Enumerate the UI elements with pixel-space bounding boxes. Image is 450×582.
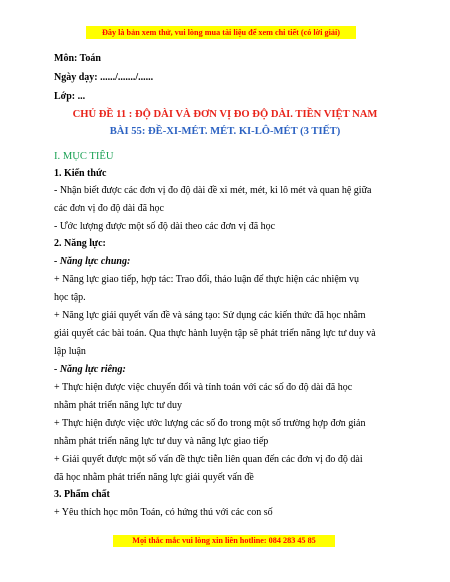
qualities-heading: 3. Phẩm chất — [54, 489, 110, 500]
date-label: Ngày dạy: ....../......./...... — [54, 72, 154, 83]
competence-heading: 2. Năng lực: — [54, 238, 106, 249]
competence-item: nhằm phát triển năng lực tư duy và năng lực giao tiếp — [54, 436, 269, 447]
preview-banner: Đây là bản xem thử, vui lòng mua tài liệu để xem chi tiết (có lời giải) — [86, 26, 356, 39]
topic-title: CHỦ ĐỀ 11 : ĐỘ DÀI VÀ ĐƠN VỊ ĐO ĐỘ DÀI. TIỀN VIỆT NAM — [72, 109, 378, 120]
hotline-footer: Mọi thắc mắc vui lòng xin liên hotline: 084 283 45 85 — [113, 535, 335, 547]
competence-item: + Thực hiện được việc chuyển đổi và tính toán với các số đo độ dài đã học — [54, 382, 353, 393]
knowledge-item: - Nhận biết được các đơn vị đo độ dài đề xi mét, mét, ki lô mét và quan hệ giữa — [54, 185, 372, 196]
subject-label: Môn: Toán — [54, 53, 101, 64]
class-label: Lớp: ... — [54, 91, 86, 102]
specific-competence-heading: - Năng lực riêng: — [54, 364, 126, 375]
lesson-title: BÀI 55: ĐỀ-XI-MÉT. MÉT. KI-LÔ-MÉT (3 TIẾT) — [109, 126, 341, 137]
competence-item: + Năng lực giải quyết vấn đề và sáng tạo: Sử dụng các kiến thức đã học nhằm — [54, 310, 366, 321]
knowledge-item: các đơn vị đo độ dài đã học — [54, 203, 164, 214]
competence-item: đã học nhằm phát triển năng lực giải quyết vấn đề — [54, 472, 254, 483]
competence-item: + Năng lực giao tiếp, hợp tác: Trao đổi, thảo luận để thực hiện các nhiệm vụ — [54, 274, 360, 285]
section-heading-objectives: I. MỤC TIÊU — [54, 151, 114, 162]
general-competence-heading: - Năng lực chung: — [54, 256, 131, 267]
competence-item: nhằm phát triển năng lực tư duy — [54, 400, 183, 411]
competence-item: học tập. — [54, 292, 86, 303]
competence-item: + Giải quyết được một số vấn đề thực tiễn liên quan đến các đơn vị đo độ dài — [54, 454, 363, 465]
competence-item: lập luận — [54, 346, 86, 357]
knowledge-heading: 1. Kiến thức — [54, 168, 107, 179]
qualities-item: + Yêu thích học môn Toán, có hứng thú với các con số — [54, 507, 273, 518]
competence-item: + Thực hiện được việc ước lượng các số đo trong một số trường hợp đơn giản — [54, 418, 366, 429]
competence-item: giải quyết các bài toán. Qua thực hành luyện tập sẽ phát triển năng lực tư duy và — [54, 328, 376, 339]
knowledge-item: - Ước lượng được một số độ dài theo các đơn vị đã học — [54, 221, 276, 232]
